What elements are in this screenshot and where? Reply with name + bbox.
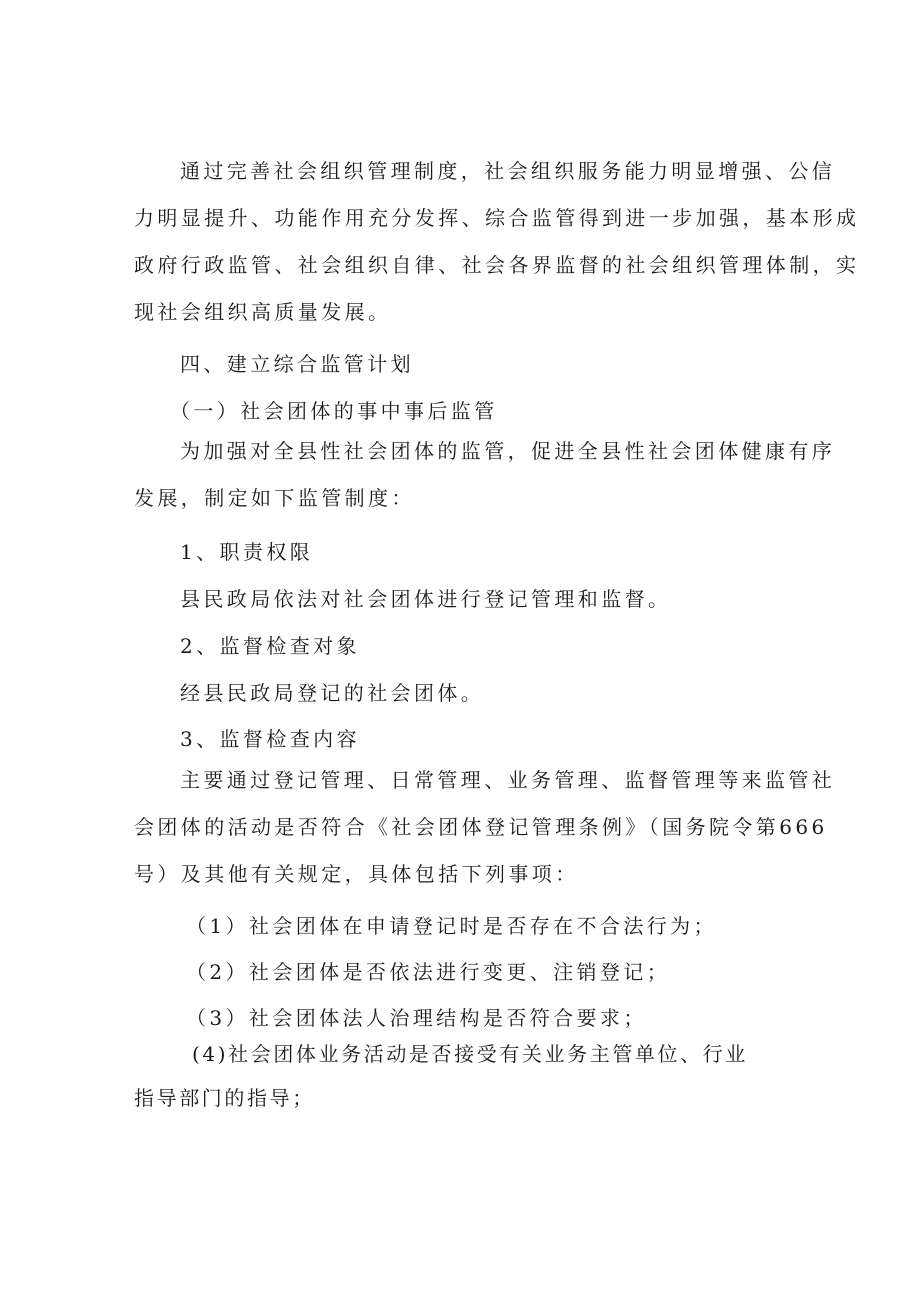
purpose-line-1: 为加强对全县性社会团体的监管，促进全县性社会团体健康有序 (180, 439, 836, 463)
intro-line-1: 通过完善社会组织管理制度，社会组织服务能力明显增强、公信 (180, 159, 836, 183)
intro-line-4: 现社会组织高质量发展。 (134, 300, 392, 324)
sub-item-2: （2）社会团体是否依法进行变更、注销登记； (186, 960, 671, 984)
item-2-text: 经县民政局登记的社会团体。 (180, 681, 485, 705)
intro-line-2: 力明显提升、功能作用充分发挥、综合监管得到进一步加强，基本形成 (134, 206, 860, 230)
item-2-heading: 2、监督检查对象 (180, 634, 360, 658)
item-3-heading: 3、监督检查内容 (180, 727, 360, 751)
sub-item-4-line-2: 指导部门的指导； (134, 1086, 315, 1110)
item-3-line-3: 号）及其他有关规定，具体包括下列事项： (134, 862, 579, 886)
sub-item-3: （3）社会团体法人治理结构是否符合要求； (186, 1006, 647, 1030)
item-1-heading: 1、职责权限 (180, 540, 314, 564)
purpose-line-2: 发展，制定如下监管制度： (134, 486, 415, 510)
item-3-paragraph (134, 757, 836, 898)
section-4-heading: 四、建立综合监管计划 (180, 352, 414, 376)
item-3-line-2: 会团体的活动是否符合《社会团体登记管理条例》（国务院令第666 (134, 815, 828, 839)
item-3-line-1: 主要通过登记管理、日常管理、业务管理、监督管理等来监管社 (180, 768, 836, 792)
intro-paragraph (134, 148, 860, 336)
purpose-paragraph (134, 428, 836, 522)
intro-line-3: 政府行政监管、社会组织自律、社会各界监督的社会组织管理体制，实 (134, 253, 860, 277)
sub-item-4-line-1: (4)社会团体业务活动是否接受有关业务主管单位、行业 (192, 1042, 748, 1066)
sub-item-1: （1）社会团体在申请登记时是否存在不合法行为； (186, 914, 717, 938)
item-1-text: 县民政局依法对社会团体进行登记管理和监督。 (180, 587, 672, 611)
subsection-1-heading: （一）社会团体的事中事后监管 (170, 399, 498, 423)
